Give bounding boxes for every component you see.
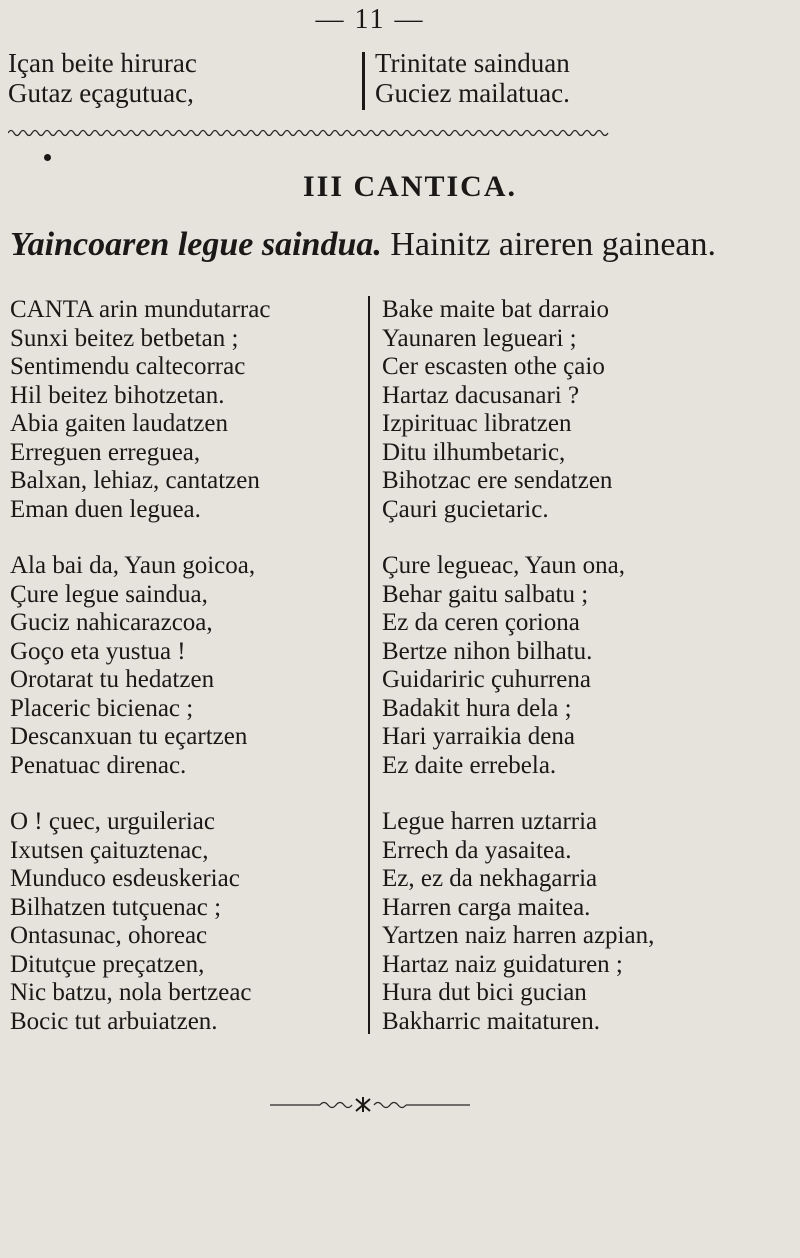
verse-line: Izpirituac libratzen <box>382 410 572 437</box>
verse-line: Badakit hura dela ; <box>382 694 572 722</box>
vertical-rule <box>368 296 370 1034</box>
verse-line: Bilhatzen tutçuenac ; <box>10 893 222 921</box>
verse-line: Guciez mailatuac. <box>375 78 570 108</box>
top-verses-left <box>8 48 197 108</box>
verse-line: Hartaz naiz guidaturen ; <box>382 950 623 978</box>
verse-line: Abia gaiten laudatzen <box>10 410 228 437</box>
verse-line: Ez daite errebela. <box>382 751 557 779</box>
verse-line: Bocic tut arbuiatzen. <box>10 1007 218 1035</box>
verse-line: O ! çuec, urguileriac <box>10 808 215 835</box>
page-number: — 11 — <box>315 4 425 35</box>
verse-line: Gutaz eçagutuac, <box>8 78 194 108</box>
verse-line: Placeric bicienac ; <box>10 694 194 722</box>
wavy-divider <box>8 126 612 140</box>
verse-line: Errech da yasaitea. <box>382 836 572 864</box>
verse-line: Descanxuan tu eçartzen <box>10 723 248 750</box>
hymn-title: III CANTICA. <box>302 170 518 203</box>
stanza <box>382 808 654 1036</box>
verse-line: Ditu ilhumbetaric, <box>382 438 566 466</box>
vertical-rule <box>362 52 365 110</box>
right-column <box>382 296 654 1064</box>
verse-line: Orotarat tu hedatzen <box>10 666 215 693</box>
stanza <box>10 296 270 524</box>
verse-line: Çure legueac, Yaun ona, <box>382 552 625 579</box>
stanza <box>382 296 654 524</box>
stanza <box>10 808 270 1036</box>
verse-line: Ontasunac, ohoreac <box>10 922 208 949</box>
hymn-subtitle <box>10 226 716 264</box>
verse-line: Trinitate sainduan <box>375 48 570 78</box>
verse-line: Balxan, lehiaz, cantatzen <box>10 467 260 494</box>
stanza <box>382 552 654 780</box>
verse-line: Eman duen leguea. <box>10 495 201 523</box>
verse-line: Nic batzu, nola bertzeac <box>10 979 252 1006</box>
verse-line: Guciz nahicarazcoa, <box>10 609 213 636</box>
verse-line: Bakharric maitaturen. <box>382 1007 600 1035</box>
verse-line: Bihotzac ere sendatzen <box>382 467 613 494</box>
verse-line: Hura dut bici gucian <box>382 979 587 1006</box>
verse-line: Ala bai da, Yaun goicoa, <box>10 552 256 579</box>
verse-line: Penatuac direnac. <box>10 751 187 779</box>
verse-line: Goço eta yustua ! <box>10 637 186 665</box>
verse-line: Sunxi beitez betbetan ; <box>10 324 239 352</box>
subtitle-italic: Yaincoaren legue saindua. <box>10 226 382 263</box>
verse-line: Bertze nihon bilhatu. <box>382 637 593 665</box>
left-column <box>10 296 270 1064</box>
verse-line: Içan beite hirurac <box>8 48 197 78</box>
top-verses-right <box>375 48 570 108</box>
subtitle-tune: Hainitz aireren gainean. <box>390 226 717 263</box>
verse-line: Çure legue saindua, <box>10 580 208 608</box>
verse-line: Ditutçue preçatzen, <box>10 950 205 978</box>
verse-line: Erreguen erreguea, <box>10 438 201 466</box>
verse-line: Ez da ceren çoriona <box>382 609 580 636</box>
verse-line: Bake maite bat darraio <box>382 296 609 323</box>
top-verses <box>0 48 800 112</box>
ornament-divider <box>270 1096 470 1112</box>
verse-line: Ixutsen çaituztenac, <box>10 836 209 864</box>
ink-dot <box>44 154 51 161</box>
verse-line: Sentimendu caltecorrac <box>10 353 246 380</box>
verse-line: Ez, ez da nekhagarria <box>382 865 598 892</box>
verse-line: Yartzen naiz harren azpian, <box>382 922 655 949</box>
verse-line: Behar gaitu salbatu ; <box>382 580 589 608</box>
verse-line: Guidariric çuhurrena <box>382 666 591 693</box>
verse-line: Hari yarraikia dena <box>382 723 575 750</box>
verse-line: Hil beitez bihotzetan. <box>10 381 225 409</box>
verse-line: Yaunaren legueari ; <box>382 324 577 352</box>
verse-line: CANTA arin mundutarrac <box>10 296 271 323</box>
verse-line: Legue harren uztarria <box>382 808 598 835</box>
verse-line: Çauri gucietaric. <box>382 495 549 523</box>
verse-line: Cer escasten othe çaio <box>382 353 605 380</box>
verse-line: Munduco esdeuskeriac <box>10 865 240 892</box>
stanza <box>10 552 270 780</box>
verse-line: Harren carga maitea. <box>382 893 591 921</box>
verse-line: Hartaz dacusanari ? <box>382 381 580 409</box>
